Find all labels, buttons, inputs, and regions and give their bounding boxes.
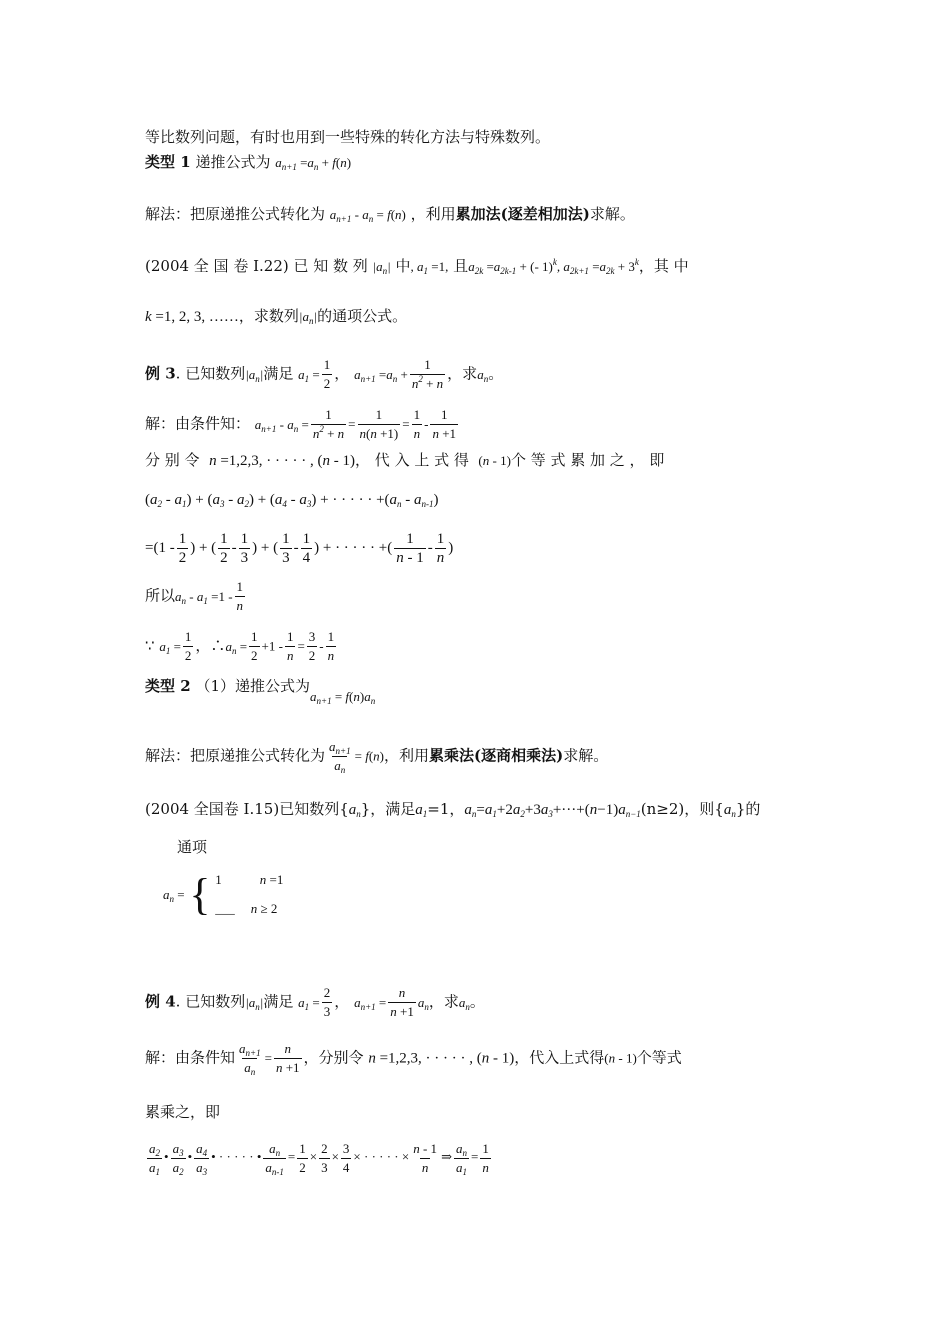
ex3-a1b: $a_1$ = (159, 638, 181, 656)
ex3-r4: $\frac{1}{n}$ (327, 629, 335, 663)
ex3-eq1: = (348, 416, 356, 432)
ex3-because: ∵ (145, 636, 155, 655)
ex4-sol-sub: ，代入上式得 (514, 1048, 605, 1067)
ex3-expand-expr: =(1 - $\frac{1}{2}$ ) + ( $\frac{1}{2}$ - $\frac{1}{3}$ ) + ( $\frac{1}{3}$ - $\frac{1}{4}$ ) + · · · · · +( $\frac{1}{n - 1}$ - $\frac{1}{n}$ ) (145, 531, 454, 566)
ex3-label: 例 3 (145, 364, 176, 383)
ex4-recur: $a_{n+1}$ = (354, 994, 387, 1012)
type1-method-mid: ，利用 (410, 205, 456, 223)
ex3-text2: 满足 (263, 364, 294, 383)
type1-text: 递推公式为 (195, 153, 271, 171)
ex3-r3: $\frac{3}{2}$ (308, 629, 316, 663)
ex4-sep: ， (334, 992, 350, 1011)
ex3-f1: $\frac{1}{n^2 + n}$ (312, 407, 345, 441)
ex3-end: 。 (488, 364, 504, 383)
exam1-k: k =1, 2, 3, …… (145, 309, 239, 325)
type2-method-frac: $\frac{a_{n+1}}{a_n}$ (329, 739, 351, 775)
type2-method-suffix: 求解。 (563, 746, 609, 765)
ex3-solution-line2 (145, 450, 664, 471)
ex4-solution-line1 (145, 1040, 682, 1077)
ex4-seq: $|a_n|$ (245, 994, 264, 1012)
type1-formula: $a_{n+1} =a_n + f(n)$ (275, 155, 352, 172)
ex3-r-plus: +1 - (261, 638, 283, 654)
ex3-r2: $\frac{1}{n}$ (286, 629, 294, 663)
exam1-ask: ，求数列 (238, 307, 299, 325)
ex3-sub: ， 代 入 上 式 得 (355, 451, 469, 469)
type2-formula: $a_{n+1} = f(n)a_n$ (310, 689, 376, 706)
ex4-label: 例 4 (145, 992, 176, 1011)
ex3-expand-line (145, 530, 453, 567)
exam2-text5: }的 (735, 800, 761, 818)
ex4-count: (n - 1) (604, 1050, 637, 1066)
exam2-an: $a_n$ (348, 802, 361, 819)
type2-method-bold: 累乘法(逐商相乘法) (429, 746, 564, 765)
ex4-an: $a_n$ (417, 994, 429, 1012)
ex3-seq: $|a_n|$ (245, 366, 264, 384)
ex3-n-values: n =1,2,3, · · · · · , (n - 1) (209, 453, 356, 469)
ex4-sol-let: ，分别令 (303, 1048, 364, 1067)
ex3-therefore: ，∴ (195, 636, 226, 655)
ex3-eq2: = (402, 416, 410, 432)
exam2-line1 (145, 799, 760, 820)
ex3-let: 分 别 令 (145, 451, 200, 469)
type1-heading (145, 152, 351, 173)
ex3-f3: $\frac{1}{n}$ (413, 407, 421, 441)
type1-method-bold: 累加法(逐差相加法) (455, 205, 590, 223)
exam2-an2: $a_n$ (723, 802, 736, 819)
exam1-formula2: $a_{2k} =a_{2k-1}$ + (- 1)$^k$, $a_{2k+1} =a_{2k} + 3^k$ (468, 257, 639, 276)
type2-method (145, 738, 608, 775)
ex3-result-line (145, 628, 338, 665)
ex3-count: (n - 1) (478, 453, 511, 468)
ex3-sum-line (145, 489, 439, 510)
exam2-case2: ___ n ≥ 2 (215, 901, 278, 916)
exam2-case1: 1 n =1 (215, 872, 284, 887)
ex4-an2: $a_n$ (458, 994, 470, 1012)
exam1-ask-end: 的通项公式。 (317, 307, 408, 325)
exam1-formula1: , $a_1 =1$, (410, 259, 449, 276)
ex3-so-line (145, 578, 247, 615)
exam2-text3: =1， (427, 800, 465, 818)
ex4-n-values: n =1,2,3, · · · · · , (n - 1) (368, 1050, 515, 1067)
ex3-f2: $\frac{1}{n(n +1)}$ (359, 407, 399, 441)
ex3-half2: $\frac{1}{2}$ (184, 629, 192, 663)
type2-method-prefix: 解法：把原递推公式转化为 (145, 746, 326, 765)
exam2-pw-an: $a_n$ = (163, 887, 185, 904)
exam1-seq: $|a_n|$ (372, 259, 391, 276)
exam2-text4: (n≥2)，则{ (640, 800, 724, 818)
type1-method-suffix: 求解。 (589, 205, 635, 223)
exam1-qie: 且 (453, 257, 469, 275)
exam2-case1-val: 1 (215, 872, 222, 887)
exam1-line2 (145, 306, 407, 327)
exam1-qizhong: ，其 中 (638, 257, 689, 275)
type2-text: （1）递推公式为 (195, 677, 310, 695)
ex3-r-minus: - (319, 638, 324, 654)
ex3-sum: 个 等 式 累 加 之 ， 即 (510, 451, 665, 469)
ex4-solution-line2: 累乘之，即 (145, 1103, 221, 1121)
ex3-minus: - (424, 416, 429, 432)
ex3-text1: . 已知数列 (175, 364, 246, 383)
exam1-seq2: $|a_n|$ (298, 309, 318, 326)
ex3-result: $a_n$ = (225, 638, 248, 656)
exam2-text2: }，满足 (360, 800, 416, 818)
exam2-piecewise (163, 866, 283, 924)
ex3-r-eq: = (297, 638, 305, 654)
ex3-sum-expr: $(a_2 - a_1) + (a_3 - a_2) + (a_4 - a_3)$ + · · · · · $+(a_n - a_{n-1})$ (145, 492, 439, 509)
type1-label: 类型 1 (145, 153, 191, 171)
exam2-cases (215, 866, 283, 924)
ex4-text2: 满足 (263, 992, 294, 1011)
ex3-sol-prefix: 解：由条件知： (145, 414, 251, 433)
ex3-diff: $a_{n+1} - a_n$ = (254, 416, 309, 434)
ex3-frac: $\frac{1}{n^2 + n}$ (411, 357, 444, 391)
ex3-so-expr: $a_n - a_1 =1$ - (175, 588, 233, 606)
ex3-r1: $\frac{1}{2}$ (251, 629, 258, 663)
exam2-recur: $a_n=a_1+2a_2+3a_3+\cdot\cdot\cdot+(n-1)a_{n-1}$ (464, 802, 641, 819)
ex4-sol-eq: = (264, 1050, 272, 1066)
ex3-so: 所以 (145, 586, 176, 605)
ex3-recur: $a_{n+1} =a_n$ + (354, 366, 408, 384)
type1-method-prefix: 解法：把原递推公式转化为 (145, 205, 326, 223)
ex3-an: $a_n$ (477, 366, 489, 384)
intro-text: 等比数列问题，有时也用到一些特殊的转化方法与特殊数列。 (145, 128, 551, 146)
exam2-source: (2004 全国卷 I.15)已知数列{ (145, 800, 349, 818)
ex4-sol-frac2: $\frac{n}{n +1}$ (275, 1041, 300, 1075)
exam2-line2: 通项 (177, 838, 208, 856)
left-brace-icon: { (189, 870, 211, 919)
ex3-solution-line1 (145, 406, 460, 443)
ex4-product-expr: $\frac{a_2}{a_1}$ • $\frac{a_3}{a_2}$ • $\frac{a_4}{a_3}$ • · · · · · • $\frac{a_n}{a_{n-1}}$ = $\frac{1}{2}$ × $\frac{2}{3}$ × $\frac{3}{4}$ × · · · · · × $\frac{n - 1}{n}$ ⇒ $\frac{a_n}{a_1}$ = $\frac{1}{n}$ (149, 1141, 489, 1177)
ex3-sep: ， (334, 364, 350, 383)
exam2-a1: $a_1$ (415, 802, 428, 819)
type2-method-mid: ，利用 (384, 746, 430, 765)
ex4-sol-prefix: 解：由条件知 (145, 1048, 236, 1067)
ex4-sol-tail: 个等式 (636, 1048, 682, 1067)
type1-method-formula: $a_{n+1} - a_n = f(n)$ (329, 207, 406, 224)
ex3-f4: $\frac{1}{n +1}$ (432, 407, 457, 441)
ex3-a1: $a_1$ = (298, 366, 320, 384)
ex4-end: 。 (469, 992, 485, 1011)
ex4-sol-frac1: $\frac{a_{n+1}}{a_n}$ (239, 1041, 261, 1077)
ex4-ask: ，求 (428, 992, 459, 1011)
exam1-line1 (145, 256, 689, 277)
ex3-ask: ，求 (447, 364, 478, 383)
ex3-so-frac: $\frac{1}{n}$ (236, 579, 244, 613)
type1-method (145, 204, 635, 225)
ex4-text1: . 已知数列 (175, 992, 246, 1011)
ex4-a1: $a_1$ = (298, 994, 320, 1012)
exam2-case2-val: ___ (215, 901, 235, 916)
ex3-half: $\frac{1}{2}$ (323, 357, 331, 391)
type2-label: 类型 2 (145, 677, 191, 695)
ex4-frac23: $\frac{2}{3}$ (323, 985, 331, 1019)
exam1-source: (2004 全 国 卷 I.22) 已 知 数 列 (145, 257, 368, 275)
type2-method-eq: = f(n) (354, 748, 384, 764)
ex4-statement (145, 984, 485, 1021)
ex3-statement (145, 356, 503, 393)
type2-heading (145, 676, 376, 706)
ex4-frac: $\frac{n}{n +1}$ (390, 985, 414, 1019)
exam1-zhong: 中 (395, 257, 411, 275)
ex4-product-line (145, 1140, 493, 1177)
